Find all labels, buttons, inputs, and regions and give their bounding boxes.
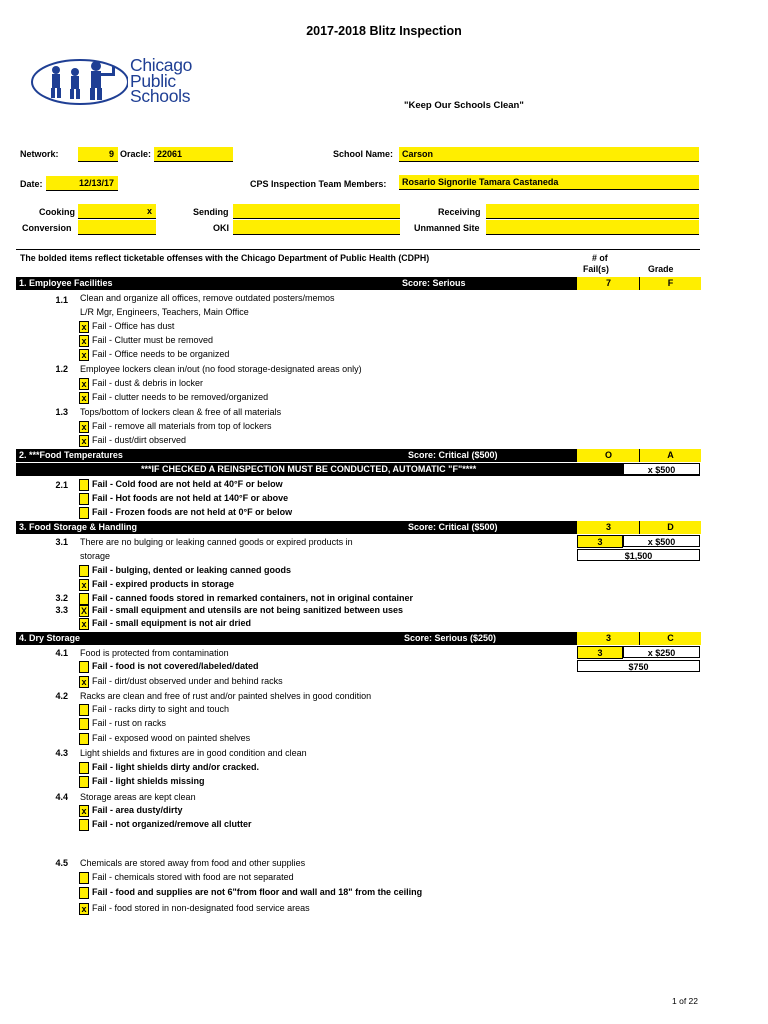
item-subtext: storage — [80, 551, 111, 561]
item-text: Racks are clean and free of rust and/or painted shelves in good condition — [80, 691, 372, 701]
fail-checkbox[interactable] — [79, 661, 89, 673]
cps-logo — [30, 56, 270, 108]
item-text: Clean and organize all offices, remove outdated posters/memos — [80, 293, 335, 303]
fail-label: Fail - dust/dirt observed — [92, 435, 187, 445]
receiving-field[interactable] — [486, 204, 699, 219]
children-silhouette-icon — [30, 56, 128, 108]
section-3-fine: x $500 — [623, 535, 700, 547]
fail-label: Fail - light shields missing — [92, 776, 205, 786]
section-3-grade: D — [639, 521, 701, 534]
date-field[interactable]: 12/13/17 — [46, 176, 118, 191]
unmanned-site-label: Unmanned Site — [414, 223, 480, 233]
conversion-field[interactable] — [78, 220, 156, 235]
fail-label: Fail - Office has dust — [92, 321, 175, 331]
cooking-label: Cooking — [39, 207, 75, 217]
fail-label: Fail - expired products in storage — [92, 579, 235, 589]
document-title: 2017-2018 Blitz Inspection — [306, 24, 462, 38]
fail-checkbox[interactable] — [79, 819, 89, 831]
logo-line-2: Public — [130, 70, 176, 91]
oracle-label: Oracle: — [120, 149, 152, 159]
section-2-header — [16, 449, 700, 462]
oki-field[interactable] — [233, 220, 400, 235]
fail-checkbox[interactable]: x — [79, 378, 89, 390]
fail-label: Fail - rust on racks — [92, 718, 167, 728]
item-number: 3.1 — [55, 537, 68, 547]
grade-column-header: Grade — [648, 264, 674, 274]
fail-label: Fail - exposed wood on painted shelves — [92, 733, 251, 743]
section-4-fails: 3 — [576, 632, 640, 645]
fail-checkbox[interactable] — [79, 872, 89, 884]
fail-checkbox[interactable] — [79, 762, 89, 774]
fail-label: Fail - Frozen foods are not held at 0°F or below — [92, 507, 293, 517]
fail-checkbox[interactable]: x — [79, 435, 89, 447]
item-text: Food is protected from contamination — [80, 648, 229, 658]
fail-label: Fail - Cold food are not held at 40°F or below — [92, 479, 283, 489]
section-1-grade: F — [639, 277, 701, 290]
fail-label: Fail - canned foods stored in remarked containers, not in original container — [92, 593, 414, 603]
item-number: 1.1 — [55, 295, 68, 305]
receiving-label: Receiving — [438, 207, 481, 217]
section-4-count: 3 — [577, 646, 623, 659]
section-2-grade: A — [639, 449, 701, 462]
fail-checkbox[interactable]: x — [79, 321, 89, 333]
item-text: Storage areas are kept clean — [80, 792, 196, 802]
cooking-field[interactable]: x — [78, 204, 156, 219]
item-number: 4.5 — [55, 858, 68, 868]
section-3-fails: 3 — [576, 521, 640, 534]
fail-label: Fail - area dusty/dirty — [92, 805, 183, 815]
section-3-total: $1,500 — [577, 549, 700, 561]
fail-checkbox[interactable] — [79, 733, 89, 745]
item-number: 2.1 — [55, 480, 68, 490]
fail-checkbox[interactable] — [79, 565, 89, 577]
item-number: 4.2 — [55, 691, 68, 701]
item-text: Employee lockers clean in/out (no food storage-designated areas only) — [80, 364, 362, 374]
logo-line-1: Chicago — [130, 55, 193, 75]
reinspection-notice: ***IF CHECKED A REINSPECTION MUST BE CONDUCTED, AUTOMATIC "F"**** — [141, 464, 477, 474]
item-number: 1.3 — [55, 407, 68, 417]
fail-label: Fail - dust & debris in locker — [92, 378, 204, 388]
section-4-title: 4. Dry Storage — [19, 633, 81, 643]
item-number: 3.3 — [55, 605, 68, 615]
date-label: Date: — [20, 179, 43, 189]
item-number: 1.2 — [55, 364, 68, 374]
fail-checkbox[interactable] — [79, 776, 89, 788]
item-number: 4.1 — [55, 648, 68, 658]
logo-line-3: Schools — [130, 86, 191, 106]
item-text: Chemicals are stored away from food and other supplies — [80, 858, 306, 868]
fail-label: Fail - Office needs to be organized — [92, 349, 230, 359]
fail-checkbox[interactable]: x — [79, 392, 89, 404]
section-3-header — [16, 521, 700, 534]
fail-checkbox[interactable]: x — [79, 579, 89, 591]
fail-label: Fail - food stored in non-designated food service areas — [92, 903, 310, 913]
item-number: 4.3 — [55, 748, 68, 758]
fail-label: Fail - dirt/dust observed under and behind racks — [92, 676, 283, 686]
fail-label: Fail - chemicals stored with food are not separated — [92, 872, 294, 882]
fails-column-header-line2: Fail(s) — [583, 264, 609, 274]
item-number: 3.2 — [55, 593, 68, 603]
item-text: Tops/bottom of lockers clean & free of all materials — [80, 407, 282, 417]
sending-label: Sending — [193, 207, 229, 217]
section-1-header — [16, 277, 700, 290]
fail-label: Fail - light shields dirty and/or cracked. — [92, 762, 260, 772]
section-3-title: 3. Food Storage & Handling — [19, 522, 138, 532]
fail-checkbox[interactable] — [79, 493, 89, 505]
fail-checkbox[interactable] — [79, 887, 89, 899]
section-1-fails: 7 — [576, 277, 640, 290]
fail-label: Fail - not organized/remove all clutter — [92, 819, 252, 829]
fail-label: Fail - small equipment and utensils are not being sanitized between uses — [92, 605, 404, 615]
item-subtext: L/R Mgr, Engineers, Teachers, Main Office — [80, 307, 249, 317]
item-text: There are no bulging or leaking canned goods or expired products in — [80, 537, 353, 547]
fail-checkbox[interactable]: x — [79, 421, 89, 433]
divider — [16, 249, 700, 250]
fail-label: Fail - food and supplies are not 6"from floor and wall and 18" from the ceiling — [92, 887, 423, 897]
fail-checkbox[interactable]: x — [79, 676, 89, 688]
section-4-header — [16, 632, 700, 645]
fail-label: Fail - clutter needs to be removed/organized — [92, 392, 269, 402]
cdph-note: The bolded items reflect ticketable offenses with the Chicago Department of Public Health (CDPH) — [20, 253, 430, 263]
section-4-score: Score: Serious ($250) — [404, 633, 497, 643]
fail-label: Fail - bulging, dented or leaking canned goods — [92, 565, 292, 575]
fail-label: Fail - Hot foods are not held at 140°F or above — [92, 493, 289, 503]
section-2-fails: O — [576, 449, 640, 462]
team-label: CPS Inspection Team Members: — [250, 179, 387, 189]
reinspection-notice-row — [16, 463, 700, 476]
fail-checkbox[interactable]: x — [79, 618, 89, 630]
fail-label: Fail - racks dirty to sight and touch — [92, 704, 230, 714]
network-field[interactable]: 9 — [78, 147, 118, 162]
fail-checkbox[interactable]: x — [79, 903, 89, 915]
section-4-grade: C — [639, 632, 701, 645]
page-number: 1 of 22 — [672, 996, 698, 1006]
section-3-count: 3 — [577, 535, 623, 548]
fail-label: Fail - small equipment is not air dried — [92, 618, 252, 628]
fail-checkbox[interactable]: x — [79, 805, 89, 817]
fail-checkbox[interactable]: X — [80, 606, 87, 616]
conversion-label: Conversion — [22, 223, 72, 233]
unmanned-site-field[interactable] — [486, 220, 699, 235]
fail-checkbox[interactable]: x — [79, 349, 89, 361]
section-1-title: 1. Employee Facilities — [19, 278, 113, 288]
section-2-fine: x $500 — [623, 463, 700, 475]
fail-checkbox[interactable]: x — [79, 335, 89, 347]
sending-field[interactable] — [233, 204, 400, 219]
fail-checkbox[interactable] — [79, 479, 89, 491]
fail-label: Fail - food is not covered/labeled/dated — [92, 661, 259, 671]
item-text: Light shields and fixtures are in good condition and clean — [80, 748, 307, 758]
section-4-fine: x $250 — [623, 646, 700, 658]
section-2-score: Score: Critical ($500) — [408, 450, 498, 460]
oki-label: OKI — [213, 223, 230, 233]
section-3-score: Score: Critical ($500) — [408, 522, 498, 532]
school-name-field[interactable]: Carson — [399, 147, 699, 162]
oracle-field[interactable]: 22061 — [154, 147, 233, 162]
motto: "Keep Our Schools Clean" — [404, 100, 524, 111]
item-number: 4.4 — [55, 792, 68, 802]
section-2-title: 2. ***Food Temperatures — [19, 450, 123, 460]
section-1-score: Score: Serious — [402, 278, 466, 288]
fail-label: Fail - Clutter must be removed — [92, 335, 214, 345]
network-label: Network: — [20, 149, 59, 159]
team-field[interactable]: Rosario Signorile Tamara Castaneda — [399, 175, 699, 190]
fail-checkbox[interactable] — [79, 718, 89, 730]
school-name-label: School Name: — [333, 149, 394, 159]
fail-label: Fail - remove all materials from top of lockers — [92, 421, 272, 431]
fail-checkbox[interactable] — [79, 507, 89, 519]
fail-checkbox[interactable] — [79, 593, 89, 605]
fail-checkbox[interactable] — [79, 704, 89, 716]
section-4-total: $750 — [577, 660, 700, 672]
fails-column-header-line1: # of — [592, 253, 608, 263]
